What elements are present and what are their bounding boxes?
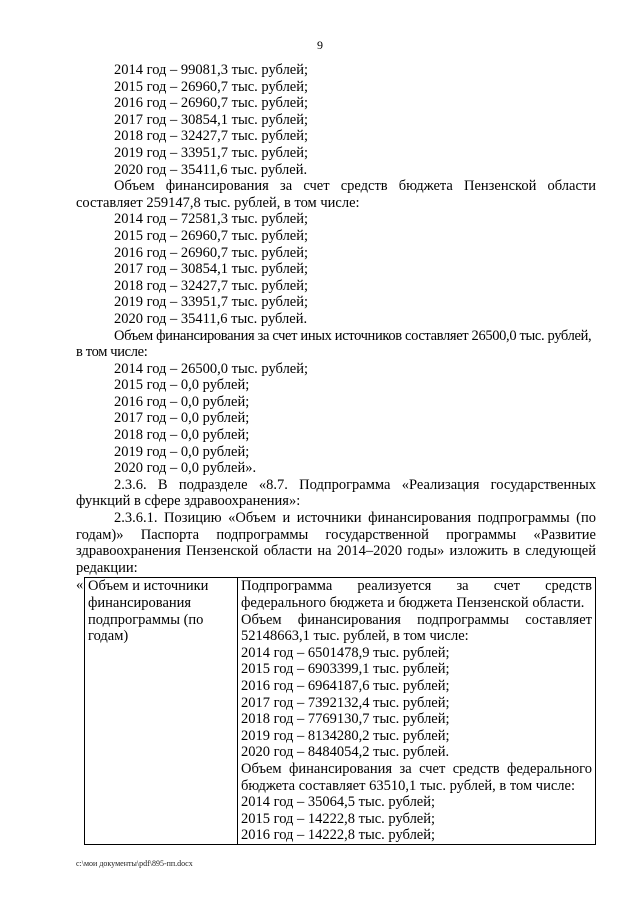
list-item: 2016 год – 0,0 рублей;: [114, 393, 250, 410]
funding-list-1: [76, 62, 596, 178]
list-item: 2019 год – 33951,7 тыс. рублей;: [114, 144, 309, 161]
funding-list-2: [76, 211, 596, 327]
list-item: 2016 год – 26960,7 тыс. рублей;: [114, 95, 309, 112]
document-body: [76, 62, 596, 845]
list-item: 2020 год – 8484054,2 тыс. рублей.: [241, 744, 450, 761]
page-number: 9: [317, 38, 323, 52]
list-item: 2015 год – 26960,7 тыс. рублей;: [114, 78, 309, 95]
cell-intro: Подпрограмма реализуется за счет средств федерального бюджета и бюджета Пензенской области.: [241, 578, 592, 611]
opening-quote: «: [76, 577, 84, 594]
paragraph-regional-budget: Объем финансирования за счет средств бюджета Пензенской области составляет 259147,8 тыс. рублей, в том числе:: [76, 178, 596, 211]
list-item: 2017 год – 0,0 рублей;: [114, 410, 250, 427]
table-cell-content: [238, 578, 596, 845]
list-item: 2020 год – 35411,6 тыс. рублей.: [114, 161, 308, 178]
paragraph-2-3-6: 2.3.6. В подразделе «8.7. Подпрограмма «Реализация государственных функций в сфере здравоохранения»:: [76, 476, 596, 510]
list-item: 2019 год – 8134280,2 тыс. рублей;: [241, 727, 450, 744]
list-item: 2020 год – 35411,6 тыс. рублей.: [114, 310, 308, 327]
paragraph-other-sources: Объем финансирования за счет иных источников составляет 26500,0 тыс. рублей, в том числе:: [76, 327, 592, 361]
table-row: [85, 578, 596, 845]
passport-table: [84, 577, 596, 845]
list-item: 2020 год – 0,0 рублей».: [114, 460, 257, 477]
list-item: 2019 год – 33951,7 тыс. рублей;: [114, 294, 309, 311]
list-item: 2018 год – 0,0 рублей;: [114, 427, 250, 444]
list-item: 2017 год – 30854,1 тыс. рублей;: [114, 111, 309, 128]
list-item: 2015 год – 14222,8 тыс. рублей;: [241, 810, 436, 827]
list-item: 2014 год – 6501478,9 тыс. рублей;: [241, 644, 450, 661]
footer-file-path: c:\мои документы\pdf\895-пп.docx: [76, 859, 193, 868]
funding-list-3: [76, 361, 596, 477]
paragraph-2-3-6-1: 2.3.6.1. Позицию «Объем и источники финансирования подпрограммы (по годам)» Паспорта подпрограммы государственной программы «Развитие здравоохранения Пензенской области на 2014–2020 годы» изложить в следующей редакции:: [76, 510, 596, 576]
list-item: 2016 год – 26960,7 тыс. рублей;: [114, 244, 309, 261]
list-item: 2016 год – 6964187,6 тыс. рублей;: [241, 677, 450, 694]
list-item: 2018 год – 32427,7 тыс. рублей;: [114, 277, 309, 294]
list-item: 2015 год – 26960,7 тыс. рублей;: [114, 227, 309, 244]
list-item: 2015 год – 0,0 рублей;: [114, 377, 250, 394]
cell-federal: Объем финансирования за счет средств федерального бюджета составляет 63510,1 тыс. рублей, в том числе:: [241, 760, 592, 794]
list-item: 2017 год – 7392132,4 тыс. рублей;: [241, 694, 450, 711]
list-item: 2017 год – 30854,1 тыс. рублей;: [114, 261, 309, 278]
list-item: 2018 год – 32427,7 тыс. рублей;: [114, 128, 309, 145]
passport-table-wrapper: [76, 577, 596, 845]
table-cell-label: Объем и источники финансирования подпрограммы (по годам): [85, 578, 238, 845]
list-item: 2014 год – 72581,3 тыс. рублей;: [114, 211, 309, 228]
list-item: 2015 год – 6903399,1 тыс. рублей;: [241, 661, 450, 678]
list-item: 2014 год – 26500,0 тыс. рублей;: [114, 360, 309, 377]
list-item: 2018 год – 7769130,7 тыс. рублей;: [241, 711, 450, 728]
list-item: 2014 год – 35064,5 тыс. рублей;: [241, 794, 436, 811]
list-item: 2019 год – 0,0 рублей;: [114, 443, 250, 460]
list-item: 2014 год – 99081,3 тыс. рублей;: [114, 62, 309, 78]
list-item: 2016 год – 14222,8 тыс. рублей;: [241, 827, 436, 844]
cell-total: Объем финансирования подпрограммы составляет 52148663,1 тыс. рублей, в том числе:: [241, 611, 592, 645]
